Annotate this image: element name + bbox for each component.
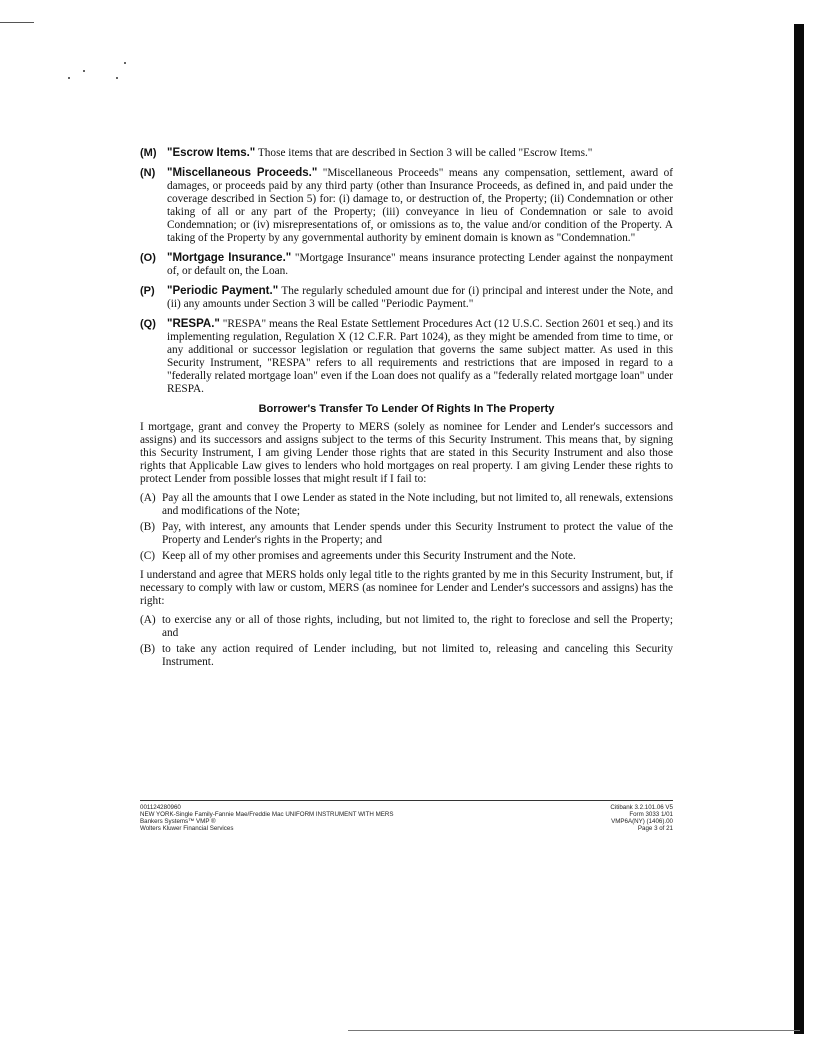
transfer-intro-paragraph: I mortgage, grant and convey the Property to MERS (solely as nominee for Lender and Lender's successors and assigns) and its successors and assigns subject to the terms of this Security Instrument. This means that, by signing this Security Instrument, I am giving Lender those rights that are stated in this Security Instrument and also those rights that Applicable Law gives to lenders who hold mortgages on real property. I am giving Lender these rights to protect Lender from possible losses that might result if I fail to:	[140, 421, 673, 485]
scan-edge-bar	[794, 24, 804, 1034]
version-code: Citibank 3.2.101.06 V5	[610, 804, 673, 811]
definition-mortgage-insurance: (O) "Mortgage Insurance." "Mortgage Insurance" means insurance protecting Lender against the nonpayment of, or default on, the Loan.	[140, 252, 673, 277]
scan-artifact-line	[0, 22, 34, 23]
form-title: NEW YORK-Single Family-Fannie Mae/Freddie Mac UNIFORM INSTRUMENT WITH MERS	[140, 811, 394, 818]
scan-artifact-line	[348, 1030, 800, 1031]
scan-speck	[83, 70, 85, 72]
definition-escrow-items: (M) "Escrow Items." Those items that are described in Section 3 will be called "Escrow Items."	[140, 147, 593, 159]
form-number: Form 3033 1/01	[629, 811, 673, 818]
publisher-name: Wolters Kluwer Financial Services	[140, 825, 234, 832]
section-heading: Borrower's Transfer To Lender Of Rights In The Property	[258, 403, 555, 415]
page-number: Page 3 of 21	[637, 825, 673, 832]
scan-speck	[116, 77, 118, 79]
footer-divider	[140, 800, 673, 801]
vmp-code: VMP6A(NY) (1406).00	[611, 818, 673, 825]
scan-speck	[68, 77, 70, 79]
list-item: (A) Pay all the amounts that I owe Lender as stated in the Note including, but not limited to, all renewals, extensions and modifications of the Note;	[140, 492, 673, 517]
definition-respa: (Q) "RESPA." "RESPA" means the Real Estate Settlement Procedures Act (12 U.S.C. Section 2601 et seq.) and its implementing regulation, Regulation X (12 C.F.R. Part 1024), as they might be amended from time to time, or any additional or successor legislation or regulation that governs the same subject matter. As used in this Security Instrument, "RESPA" refers to all requirements and restrictions that are imposed in regard to a "federally related mortgage loan" even if the Loan does not qualify as a "federally related mortgage loan" under RESPA.	[140, 318, 673, 395]
mers-paragraph: I understand and agree that MERS holds only legal title to the rights granted by me in this Security Instrument, but, if necessary to comply with law or custom, MERS (as nominee for Lender and Lender's successors and assigns) has the right:	[140, 569, 673, 607]
list-item: (B) Pay, with interest, any amounts that Lender spends under this Security Instrument to protect the value of the Property and Lender's rights in the Property; and	[140, 521, 673, 546]
loan-number: 001124280960	[140, 804, 181, 811]
list-item: (A) to exercise any or all of those rights, including, but not limited to, the right to foreclose and sell the Property; and	[140, 614, 673, 639]
footer-form-codes	[540, 804, 673, 832]
document-body	[140, 147, 673, 672]
scan-speck	[124, 62, 126, 64]
definition-miscellaneous-proceeds: (N) "Miscellaneous Proceeds." "Miscellaneous Proceeds" means any compensation, settlement, award of damages, or proceeds paid by any third party (other than Insurance Proceeds, as defined in, and paid under the coverage described in Section 5) for: (i) damage to, or destruction of, the Property; (ii) Condemnation or other taking of all or any part of the Property; (iii) conveyance in lieu of Condemnation or sale to avoid Condemnation; or (iv) misrepresentations of, or omissions as to, the value and/or condition of the Property. A taking of the Property by any governmental authority by eminent domain is known as "Condemnation."	[140, 167, 673, 244]
list-item: (B) to take any action required of Lender including, but not limited to, releasing and canceling this Security Instrument.	[140, 643, 673, 668]
footer-form-info	[140, 804, 540, 832]
definition-periodic-payment: (P) "Periodic Payment." The regularly scheduled amount due for (i) principal and interest under the Note, and (ii) any amounts under Section 3 will be called "Periodic Payment."	[140, 285, 673, 310]
publisher-line: Bankers Systems™ VMP ®	[140, 818, 216, 825]
list-item: (C) Keep all of my other promises and agreements under this Security Instrument and the Note.	[140, 550, 576, 562]
